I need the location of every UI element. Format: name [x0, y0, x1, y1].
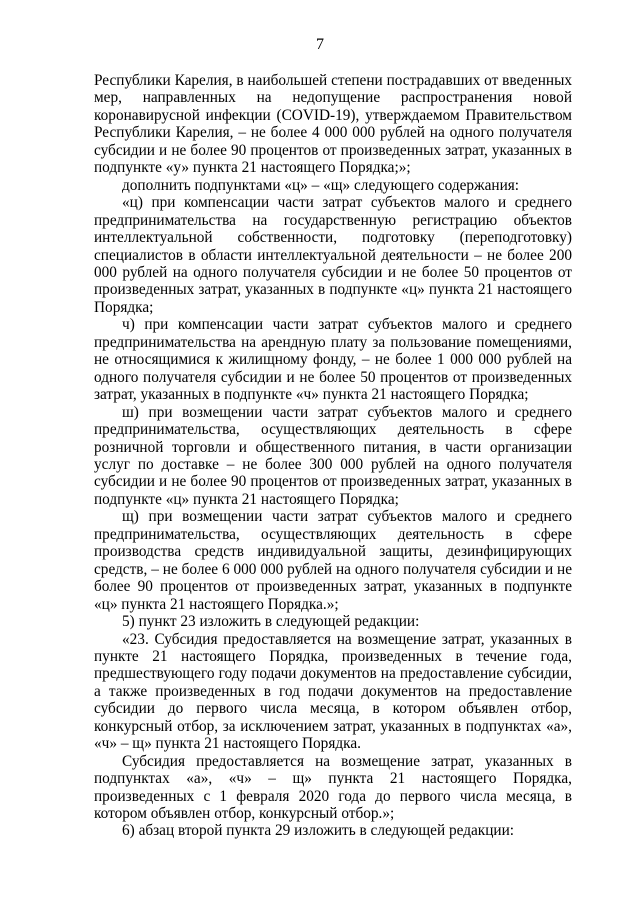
paragraph-subsidy: Субсидия предоставляется на возмещение затрат, указанных в подпунктах «а», «ч» – щ» пункта 21 настоящего Порядка, произведенных с 1 февраля 2020 года до первого числа месяца, в котором объявлен отбор, конкурсный отбор.»;	[94, 752, 572, 823]
document-body	[94, 72, 572, 840]
paragraph-continuation: Республики Карелия, в наибольшей степени пострадавших от введенных мер, направленных на недопущение распространения новой коронавирусной инфекции (COVID-19), утверждаемом Правительством Республики Карелия, – не более 4 000 000 рублей на одного получателя субсидии и не более 90 процентов от произведенных затрат, указанных в подпункте «у» пункта 21 настоящего Порядка;»;	[94, 72, 572, 177]
paragraph-item-5: 5) пункт 23 изложить в следующей редакции:	[122, 613, 420, 631]
paragraph-subitem-sh: ш) при возмещении части затрат субъектов малого и среднего предпринимательства, осуществляющих деятельность в сфере розничной торговли и общественного питания, в части организации услуг по доставке – не более 300 000 рублей на одного получателя субсидии и не более 90 процентов от произведенных затрат, указанных в подпункте «ц» пункта 21 настоящего Порядка;	[94, 403, 572, 508]
paragraph-subitem-ts: «ц) при компенсации части затрат субъектов малого и среднего предпринимательства на государственную регистрацию объектов интеллектуальной собственности, подготовку (переподготовку) специалистов в области интеллектуальной деятельности – не более 200 000 рублей на одного получателя субсидии и не более 50 процентов от произведенных затрат, указанных в подпункте «ц» пункта 21 настоящего Порядка;	[94, 194, 572, 316]
paragraph-add-subitems: дополнить подпунктами «ц» – «щ» следующего содержания:	[122, 176, 520, 194]
paragraph-item-6: 6) абзац второй пункта 29 изложить в следующей редакции:	[122, 822, 515, 840]
page-number: 7	[316, 36, 324, 53]
paragraph-item-23: «23. Субсидия предоставляется на возмещение затрат, указанных в пункте 21 настоящего Порядка, произведенных в течение года, предшествующего году подачи документов на предоставление субсидии, а также произведенных в год подачи документов на предоставление субсидии до первого числа месяца, в котором объявлен отбор, конкурсный отбор, за исключением затрат, указанных в подпунктах «а», «ч» – щ» пункта 21 настоящего Порядка.	[94, 630, 572, 753]
paragraph-subitem-shch: щ) при возмещении части затрат субъектов малого и среднего предпринимательства, осуществляющих деятельность в сфере производства средств индивидуальной защиты, дезинфицирующих средств, – не более 6 000 000 рублей на одного получателя субсидии и не более 90 процентов от произведенных затрат, указанных в подпункте «ц» пункта 21 настоящего Порядка.»;	[94, 508, 572, 613]
paragraph-subitem-ch: ч) при компенсации части затрат субъектов малого и среднего предпринимательства на арендную плату за пользование помещениями, не относящимися к жилищному фонду, – не более 1 000 000 рублей на одного получателя субсидии и не более 50 процентов от произведенных затрат, указанных в подпункте «ч» пункта 21 настоящего Порядка;	[94, 316, 572, 404]
